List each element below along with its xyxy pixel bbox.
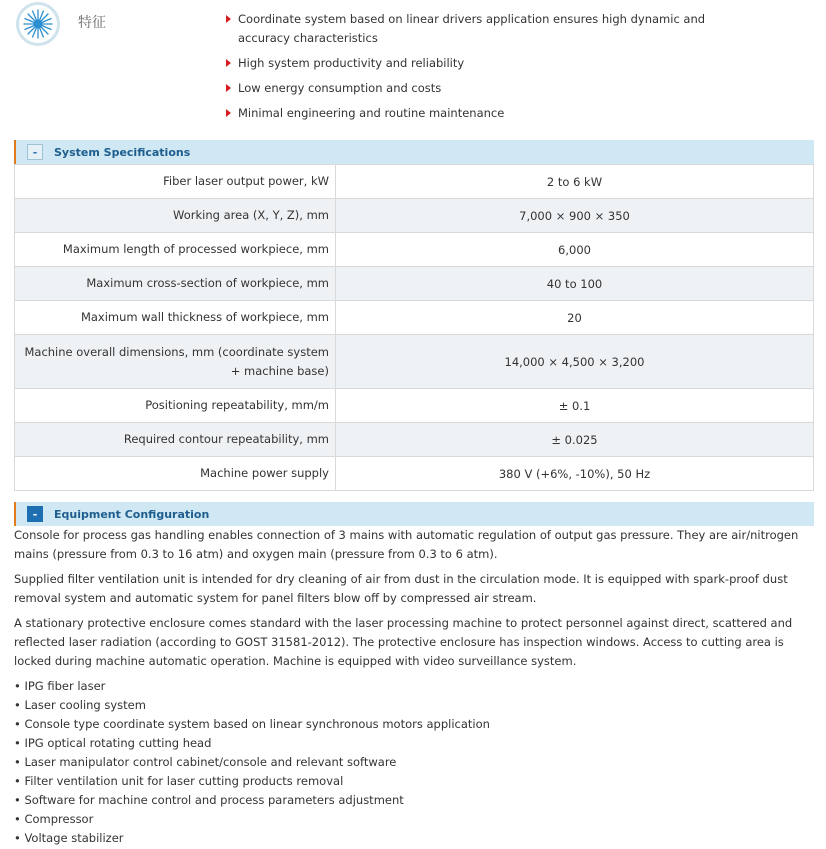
spec-value: 20 (336, 301, 814, 335)
list-item: • Laser cooling system (14, 696, 814, 715)
spec-param: Machine overall dimensions, mm (coordinate system + machine base) (15, 335, 336, 389)
spec-value: ± 0.1 (336, 389, 814, 423)
list-item: • Compressor (14, 810, 814, 829)
table-row (15, 199, 814, 233)
table-row (15, 423, 814, 457)
table-row (15, 233, 814, 267)
spec-value: 6,000 (336, 233, 814, 267)
paragraph: Supplied filter ventilation unit is intended for dry cleaning of air from dust in the circulation mode. It is equipped with spark-proof dust removal system and automatic system for panel filters blow off by compressed air stream. (14, 572, 788, 605)
table-row (15, 335, 814, 389)
collapse-toggle-button[interactable]: - (27, 506, 43, 522)
laser-burst-icon (16, 2, 60, 46)
feature-item: Minimal engineering and routine maintenance (226, 104, 746, 123)
spec-value: 40 to 100 (336, 267, 814, 301)
table-row (15, 165, 814, 199)
list-item: • Software for machine control and process parameters adjustment (14, 791, 814, 810)
equipment-configuration-header[interactable] (14, 502, 814, 526)
spec-value: 7,000 × 900 × 350 (336, 199, 814, 233)
spec-param: Required contour repeatability, mm (15, 423, 336, 457)
specifications-table (14, 164, 814, 491)
spec-value: 380 V (+6%, -10%), 50 Hz (336, 457, 814, 491)
table-row (15, 457, 814, 491)
list-item: • Laser manipulator control cabinet/console and relevant software (14, 753, 814, 772)
features-title: 特征 (78, 15, 106, 31)
spec-param: Working area (X, Y, Z), mm (15, 199, 336, 233)
system-specifications-header[interactable] (14, 140, 814, 164)
spec-param: Maximum cross-section of workpiece, mm (15, 267, 336, 301)
list-item: • Voltage stabilizer (14, 829, 814, 848)
equipment-list (14, 677, 814, 848)
section-title: Equipment Configuration (54, 507, 210, 521)
spec-param: Fiber laser output power, kW (15, 165, 336, 199)
features-section (0, 0, 826, 134)
list-item: • Filter ventilation unit for laser cutting products removal (14, 772, 814, 791)
spec-value: 2 to 6 kW (336, 165, 814, 199)
spec-value: 14,000 × 4,500 × 3,200 (336, 335, 814, 389)
equipment-configuration-body (14, 526, 814, 848)
spec-value: ± 0.025 (336, 423, 814, 457)
table-row (15, 267, 814, 301)
feature-item: Low energy consumption and costs (226, 79, 746, 98)
table-row (15, 301, 814, 335)
paragraph: Console for process gas handling enables connection of 3 mains with automatic regulation of output gas pressure. They are air/nitrogen mains (pressure from 0.3 to 16 atm) and oxygen main (pressure from 0.3 to 6 atm). (14, 528, 799, 561)
feature-item: Coordinate system based on linear drivers application ensures high dynamic and accuracy characteristics (226, 10, 746, 48)
feature-item: High system productivity and reliability (226, 54, 746, 73)
spec-param: Maximum length of processed workpiece, mm (15, 233, 336, 267)
section-title: System Specifications (54, 145, 191, 159)
list-item: • IPG fiber laser (14, 677, 814, 696)
table-row (15, 389, 814, 423)
paragraph: A stationary protective enclosure comes standard with the laser processing machine to protect personnel against direct, scattered and reflected laser radiation (according to GOST 31581-2012). The protective enclosure has inspection windows. Access to cutting area is locked during machine automatic operation. Machine is equipped with video surveillance system. (14, 616, 793, 668)
list-item: • IPG optical rotating cutting head (14, 734, 814, 753)
spec-param: Positioning repeatability, mm/m (15, 389, 336, 423)
features-list (226, 10, 746, 129)
spec-param: Maximum wall thickness of workpiece, mm (15, 301, 336, 335)
list-item: • Console type coordinate system based on linear synchronous motors application (14, 715, 814, 734)
spec-param: Machine power supply (15, 457, 336, 491)
collapse-toggle-button[interactable]: - (27, 144, 43, 160)
